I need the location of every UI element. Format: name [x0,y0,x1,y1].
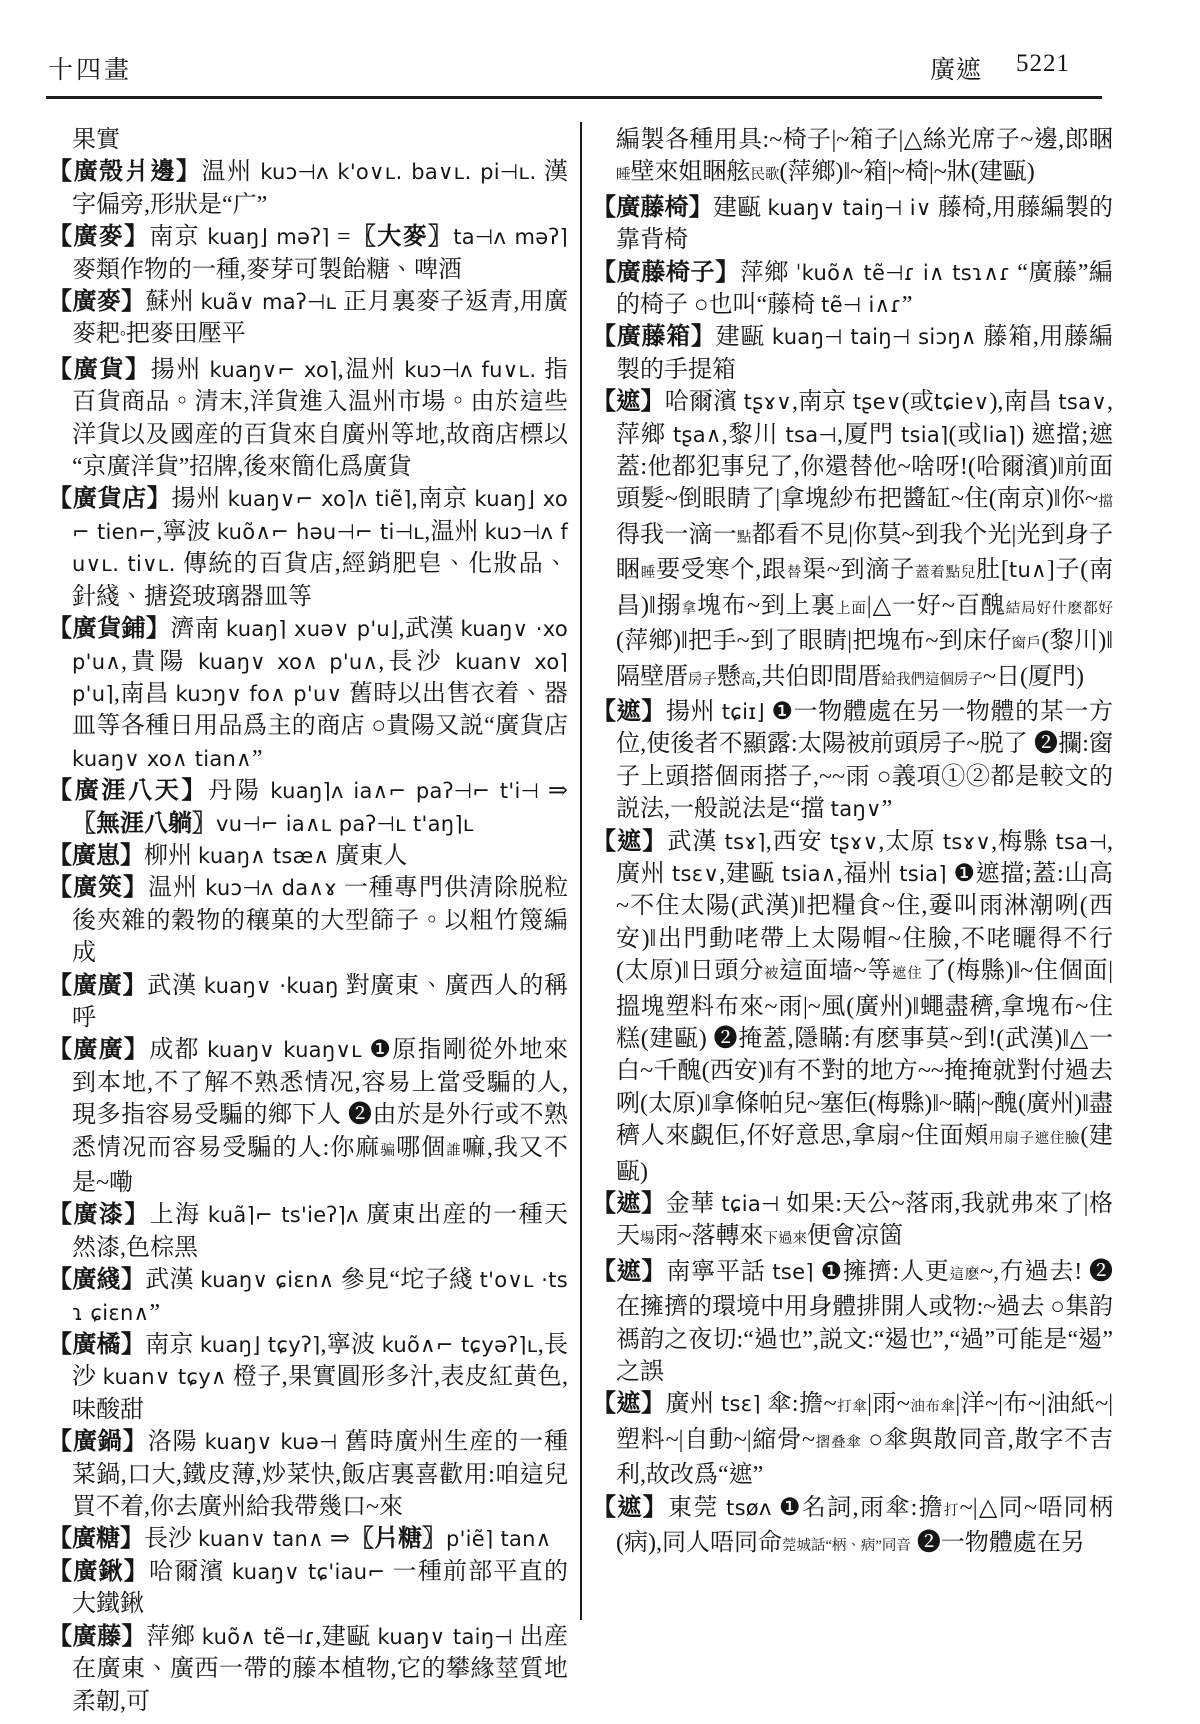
entry-continuation [48,124,568,156]
annotation-small-text: 油布傘 [909,1399,956,1416]
definition-text: ,廣州 [616,828,1114,887]
definition-text: 武漢 [145,1267,201,1294]
phonetic-transcription: kuaŋ⌋ xo⌐ tien⌐ [72,487,569,544]
annotation-small-text: 房子 [688,671,717,688]
phonetic-transcription: kuaŋ⌉ʌ ia∧⌐ paʔ⊣⌐ t'i⊣ [270,779,540,804]
dict-entry [48,1621,568,1718]
definition-text: 揚州 [665,698,722,725]
phonetic-transcription: tsa⊣ [1055,829,1108,854]
phonetic-transcription: kuaŋ∨ xo∧ tian∧ [72,746,252,771]
definition-text: ❶原指剛從外地來到本地,不了解不熟悉情况,容易上當受騙的人,現多指容易受騙的鄉下人 ❷由於是外行或不熟悉情况而容易受騙的人:你麻 [72,1037,568,1161]
phonetic-transcription: tse⌉ [772,1259,814,1284]
definition-text: (建甌) [616,1123,1114,1185]
phonetic-transcription: tʂa∧ [672,422,722,447]
phonetic-transcription: t'o∨ʟ ·tsɿ ɕiɛn∧ [72,1268,569,1325]
headword: 【遮】 [592,389,665,416]
annotation-small-text: 窗户 [1011,636,1042,653]
phonetic-transcription: kuɔ⊣ʌ k'o∨ʟ. ba∨ʟ. pi⊣ʟ. [260,160,537,185]
headword: 【遮】 [592,698,666,725]
phonetic-transcription: tɕiɪ⌋ [721,699,765,724]
phonetic-transcription: kuaŋ∨ ɕiɛn∧ [200,1268,335,1293]
headword: 【廣藤】 [48,1623,147,1650]
dict-entry [592,257,1113,322]
headword: 【遮】 [592,1258,667,1285]
definition-text: 南寧平話 [666,1258,773,1285]
definition-text: 雨~落轉來 [654,1223,764,1250]
phonetic-transcription: kuaŋ∨ ·xo p'u∧ [72,617,569,674]
dict-entry [48,1264,568,1329]
phonetic-transcription: ˈkuõ∧ tẽ⊣ɾ i∧ tsɿ∧ɾ [795,260,1011,285]
annotation-small-text: 擋 [1098,494,1114,511]
definition-text: 萍鄉 [739,259,796,286]
dict-entry [592,1188,1113,1256]
phonetic-transcription: lia⌉ [982,422,1017,447]
phonetic-transcription: kuɔ⊣ʌ fu∨ʟ. ti∨ʟ. [72,519,569,577]
phonetic-transcription: tʂɤ∨ [743,390,792,415]
definition-text: ~日(厦門) [983,663,1084,690]
phonetic-transcription: kuɔ⊣ʌ da∧ɤ [205,876,337,901]
phonetic-transcription: kuɔ⊣ʌ fu∨ʟ. [404,357,537,382]
definition-text: ,寧波 [156,518,217,545]
definition-text: ,温州 [337,356,405,383]
definition-text: 一種前部平直的大鐵鍬 [72,1558,568,1618]
phonetic-transcription: tɕia⊣ [721,1192,780,1216]
phonetic-transcription: kuan∨ tɕy∧ [102,1365,227,1390]
definition-text: 漢字偏旁,形狀是“广” [72,159,569,218]
column-divider-rule [580,122,582,1620]
definition-text: 建甌 [715,324,772,351]
dict-entry [48,221,568,286]
definition-text: (萍鄉)‖把手~到了眼睛|把塊布~到床仔 [616,628,1012,655]
annotation-small-text: 莞城話“柄、病”同音 [781,1538,911,1555]
dict-entry [48,1523,568,1555]
definition-text: 正月裏麥子返青,用廣麥耙 [72,289,569,348]
definition-text: 麥類作物的一種,麥芽可製飴糖、啤酒 [72,256,462,283]
phonetic-transcription: tẽ⊣ i∧ɾ [821,293,902,318]
phonetic-transcription: tu∧ [1008,558,1047,583]
dict-entry [592,386,1113,696]
phonetic-transcription: kuan∨ xo⌉ p'u⌉ [72,649,569,706]
definition-text: 揚州 [171,486,228,513]
right-column [592,124,1113,1562]
definition-text: ,南昌 [113,680,176,707]
definition-text: ” [901,292,913,319]
annotation-small-text: 替 [786,565,803,582]
dict-entry [592,826,1113,1188]
definition-text: 如果:天公~落雨,我就弗來了|格天 [616,1191,1113,1250]
dict-entry [48,840,568,872]
header-section-label: 十四畫 [48,57,133,84]
dict-entry [592,696,1113,826]
definition-text: ,梅縣 [991,828,1056,855]
headword: 【廣貨店】 [48,486,172,513]
definition-text: (萍鄉)‖~箱|~椅|~牀(建甌) [779,159,1035,186]
definition-text: (黎川)‖隔壁厝 [616,628,1114,690]
headword: 【廣廣】 [48,1037,150,1064]
phonetic-transcription: kuaŋ∧ tsæ∧ [198,843,330,868]
definition-text: ),南昌 [989,389,1059,416]
header-right-group [930,50,1070,86]
phonetic-transcription: kuõ∧⌐ həu⊣⌐ ti⊣ʟ [216,519,425,544]
headword: 【遮】 [592,828,668,855]
headword: 〖大麥〗 [350,224,454,251]
left-column [48,124,568,1718]
annotation-small-text: 給我們這個房子 [881,671,983,688]
definition-text: ,共伯即間厝 [755,663,882,690]
phonetic-transcription: kuã⌉⌐ ts'ieʔ⌉ʌ [207,1203,359,1228]
definition-text: 哈爾濱 [664,389,744,416]
definition-text: ,西安 [765,828,831,855]
definition-text: |△一好~百醜 [866,592,1006,619]
phonetic-transcription: tsɛ∨ [672,861,720,886]
headword: 【廣殼爿邊】 [48,159,202,186]
definition-text: 武漢 [667,828,725,855]
definition-text: 壁來姐睏舷 [630,159,751,186]
dict-entry [592,1492,1113,1563]
dict-entry [48,872,568,969]
phonetic-transcription: kuaŋ∨ kuaŋ∨ʟ [207,1038,363,1063]
definition-text: 藤椅,用藤編製的靠背椅 [616,194,1114,254]
definition-text: 一種專門供清除脱粒後夾雜的穀物的穰菓的大型篩子。以粗竹篾編成 [72,875,569,967]
phonetic-transcription: kuaŋ∨ xo∧ p'u∧ [197,649,379,674]
annotation-small-text: 睡 [640,565,657,582]
dict-entry [48,1199,568,1264]
annotation-small-text: 打傘 [836,1399,868,1416]
definition-text: 南京 [145,1332,200,1359]
definition-text: |洋~|布~|油紙~|塑料~|自動~|縮骨~ [616,1391,1114,1453]
annotation-small-text: 上面 [835,600,867,617]
header-entry-range: 廣遮 [929,57,982,84]
headword: 【廣崽】 [48,842,144,869]
phonetic-transcription: kuaŋ∨⌐ xo⌉ [209,357,338,382]
definition-text: 長沙 [144,1526,198,1553]
definition-text: ,太原 [878,828,943,855]
definition-text: 蘇州 [145,289,201,316]
definition-text: 舊時以出售衣着、器皿等各種日用品爲主的商店 ○貴陽又説“廣貨店 [72,680,568,740]
page-header [48,50,1100,86]
definition-text: 懸 [717,663,741,690]
definition-text: ) 遮擋;遮蓋:他都犯事兒了,你還替他~啥呀!(哈爾濱)‖前面頭髮~倒眼睛了|拿塊紗布把醬缸~住(南京)‖你~ [616,421,1113,513]
dict-entry [592,321,1113,386]
phonetic-transcription: kuan∨ tan∧ [198,1527,324,1552]
definition-text: 要受寒个,跟 [656,557,787,584]
definition-text: ,萍鄉 [616,389,1114,448]
definition-text: |雨~ [867,1391,910,1418]
headword: 【廣廣】 [48,972,148,999]
annotation-small-text: 睡 [616,167,631,184]
definition-text: 南京 [149,224,208,251]
header-page-number: 5221 [1016,50,1070,77]
annotation-small-text: 結局好什麽都好 [1005,600,1114,617]
header-rule [46,96,1102,99]
dict-entry [48,483,568,613]
headword: 〖無涯八躺〗 [72,810,216,837]
definition-text: 金華 [665,1191,722,1217]
phonetic-transcription: kuaŋ∨⌐ xo⌉ʌ tiẽ⌉ [227,487,412,512]
definition-text: ~|△同~唔同柄(病),同人唔同命 [616,1494,1114,1557]
phonetic-transcription: tɕie∨ [934,390,990,415]
definition-text: 塊布~到上裏 [697,592,836,619]
dict-entry [592,192,1113,257]
definition-text: 濟南 [170,616,226,643]
definition-text: 温州 [201,159,261,186]
annotation-small-text: 打 [943,1502,960,1519]
phonetic-transcription: kuaŋ⌉ xuə∨ p'u⌋ [225,617,399,642]
definition-text: 哈爾濱 [148,1558,232,1585]
dict-entry [48,1329,568,1426]
headword: 【廣鍋】 [48,1429,148,1456]
dict-entry [48,970,568,1035]
definition-text: 對廣東、廣西人的稱呼 [72,972,569,1031]
definition-text: ,厦門 [837,421,901,448]
definition-text: 廣東人 [329,842,408,869]
definition-text: 丹陽 [208,778,271,805]
definition-text: 橙子,果實圓形多汁,表皮紅黄色,味酸甜 [72,1364,568,1423]
phonetic-transcription: tsøʌ [726,1495,772,1520]
definition-text: 舊時廣州生産的一種菜鍋,口大,鐵皮薄,炒菜快,飯店裏喜歡用:咱這兒買不着,你去廣州給我帶幾口~來 [72,1429,569,1521]
definition-text: ” [881,796,893,823]
definition-text: 柳州 [144,842,198,869]
phonetic-transcription: kuaŋ⌋ tɕyʔ⌉ [199,1333,321,1358]
annotation-small-text: ° [120,329,126,346]
dict-entry [48,1556,568,1621]
annotation-small-text: 點 [736,529,752,546]
phonetic-transcription: tsɤ∨ [942,829,992,854]
headword: 【廣綫】 [48,1267,146,1294]
definition-text: 廣州 [665,1391,721,1418]
definition-text: 藤箱,用藤編製的手提箱 [616,324,1114,383]
definition-text: ❶遮擋;蓋:山高~不住太陽(武漢)‖把糧食~住,嫑叫雨淋潮咧(西安)‖出門動咾帶上太陽帽~住臉,不咾曬得不行(太原)‖日頭分 [616,860,1114,985]
annotation-small-text: 用扇子遮住臉 [989,1131,1081,1148]
definition-text: (或 [948,421,983,448]
annotation-small-text: 下過來 [763,1231,807,1248]
definition-text: 果實 [72,127,120,153]
phonetic-transcription: kuaŋ∨ tɕ'iau⌐ [231,1559,386,1584]
phonetic-transcription: tsia⌉ [900,422,949,447]
definition-text: 揚州 [150,356,210,383]
dict-entry [48,613,568,775]
phonetic-transcription: ta⊣ʌ məʔ⌉ [453,225,569,250]
headword: 【廣漆】 [48,1202,150,1229]
definition-text: 參見“坨子綫 [334,1267,480,1294]
definition-text: 傘:擔~ [760,1391,837,1418]
dict-entry [48,286,568,354]
definition-text: 東莞 [668,1494,727,1521]
definition-text: 渠~到滴子 [802,557,915,584]
definition-text: 廣東出産的一種天然漆,色棕黑 [72,1202,569,1261]
definition-text: 萍鄉 [146,1623,202,1650]
dict-entry [592,1256,1113,1389]
annotation-small-text: 摺叠傘 [814,1434,862,1451]
phonetic-transcription: kuɔŋ∨ fo∧ p'u∨ [175,681,343,706]
definition-text: ,武漢 [398,616,461,643]
definition-text: ,黎川 [721,421,786,448]
phonetic-transcription: tsa⊣ [785,422,838,447]
headword: 【廣藤箱】 [592,324,716,351]
phonetic-transcription: kuaŋ∨ taiŋ⊣ i∨ [767,195,932,220]
definition-text: 得我一滴一 [616,521,737,548]
annotation-small-text: 誰 [446,1142,462,1159]
dict-entry [48,1034,568,1199]
definition-text: ,長沙 [72,1332,569,1391]
definition-text: ,南京 [791,389,853,416]
headword: 【廣筴】 [48,875,149,902]
dict-entry [48,1426,568,1523]
headword: 【廣貨鋪】 [48,616,171,643]
phonetic-transcription: kuõ∧ tẽ⊣ɾ [201,1624,316,1649]
annotation-small-text: 拿 [681,600,698,617]
definition-text: 成都 [149,1037,208,1064]
definition-text: ❶名詞,雨傘:擔 [771,1494,944,1521]
entry-continuation [592,124,1113,192]
headword: 【廣橘】 [48,1332,146,1359]
annotation-small-text: 骗 [380,1142,397,1159]
definition-text: 了(梅縣)‖~住個面|搵塊塑料布來~雨|~風(廣州)‖蠅盡穧,拿塊布~住糕(建甌) ❷掩蓋,隱瞞:有麽事莫~到!(武漢)‖△一白~千醜(西安)‖有不對的地方~~掩掩就對付過去咧(太原)‖拿條帕兒~塞佢(梅縣)‖~瞞|~醜(廣州)‖盡穧人來覷佢,伓好意思,拿扇~住面頰 [616,958,1114,1150]
annotation-small-text: 被 [763,966,780,983]
headword: 〖片糖〗 [349,1526,446,1553]
phonetic-transcription: kuaŋ⊣ taiŋ⊣ siɔŋ∧ [771,325,977,350]
phonetic-transcription: tsia⌉ [899,861,947,886]
definition-text: 洛陽 [147,1429,205,1456]
definition-text: ,温州 [424,518,485,545]
phonetic-transcription: vu⊣⌐ ia∧ʟ paʔ⊣ʟ t'aŋ⌉ʟ [216,811,474,836]
definition-text: 肚[ [976,557,1009,584]
definition-text: 都看不見|你莫~到我个光|光到身子睏 [616,521,1114,584]
definition-text: ⇒ [539,778,569,805]
annotation-small-text: 高 [741,671,756,688]
headword: 【遮】 [592,1494,669,1521]
phonetic-transcription: tʂɤ∨ [830,829,879,854]
dict-entry [48,775,568,840]
definition-text: ]子(南昌)‖搦 [616,557,1114,619]
definition-text: (或 [901,389,935,416]
phonetic-transcription: kuaŋ⌋ məʔ⌉ [207,225,330,250]
definition-text: ,長沙 [378,648,456,675]
definition-text: ,南京 [411,486,475,513]
phonetic-transcription: kuaŋ∨ kuə⊣ [204,1430,338,1455]
definition-text: 温州 [148,875,206,902]
phonetic-transcription: tsɛ⌉ [721,1392,761,1417]
definition-text: ,貴陽 [120,648,198,675]
dict-entry [48,354,568,484]
definition-text: “廣藤”編的椅子 ○也叫“藤椅 [616,259,1113,319]
definition-text: 傳統的百貨店,經銷肥皂、化妝品、針綫、搪瓷玻璃器皿等 [72,551,568,610]
headword: 【廣糖】 [48,1526,144,1553]
definition-text: ❶一物體處在另一物體的某一方位,使後者不顯露:太陽被前頭房子~脱了 ❷攔:窗子上頭搭個雨搭子,~~雨 ○義項①②都是較文的説法,一般説法是“擋 [616,698,1114,823]
annotation-small-text: 場 [640,1231,655,1248]
headword: 【廣涯八天】 [48,778,209,805]
definition-text: 便會凉箇 [806,1223,903,1250]
definition-text: 把麥田壓平 [125,321,246,348]
dict-entry [592,1388,1113,1491]
definition-text: 指百貨商品。清末,洋貨進入温州市場。由於這些洋貨以及國産的百貨來自廣州等地,故商店標以“京廣洋貨”招牌,後來簡化爲廣貨 [72,356,569,481]
headword: 【廣鍬】 [48,1558,149,1585]
phonetic-transcription: kuã∨ maʔ⊣ʟ [200,290,337,315]
headword: 【廣麥】 [48,289,146,316]
phonetic-transcription: p'iẽ⌉ tan∧ [445,1527,552,1552]
definition-text: 出産在廣東、廣西一帶的藤本植物,它的攀緣莖質地柔韌,可 [72,1623,569,1715]
definition-text: = [329,224,351,251]
annotation-small-text: 蓋着點兒 [915,565,977,582]
annotation-small-text: 遮住 [892,966,923,983]
definition-text: 編製各種用具:~椅子|~箱子|△絲光席子~邊,郎睏 [616,127,1113,153]
annotation-small-text: 民歌 [750,167,780,184]
definition-text: ,建甌 [719,860,782,887]
phonetic-transcription: kuõ∧⌐ tɕyəʔ⌉ʟ [381,1333,538,1358]
definition-text: ,福州 [836,860,900,887]
phonetic-transcription: tsia∧ [781,861,837,886]
definition-text: ” [149,1299,160,1326]
definition-text: ❷一物體處在另 [910,1530,1085,1557]
definition-text: ,寧波 [320,1332,382,1359]
headword: 【廣藤椅子】 [592,259,740,286]
definition-text: ,建甌 [315,1623,378,1650]
phonetic-transcription: tsa∨ [1058,390,1108,415]
definition-text: 哪個 [396,1134,447,1161]
dict-entry [48,156,568,221]
definition-text: 上海 [149,1202,208,1229]
headword: 【廣藤椅】 [592,194,713,221]
phonetic-transcription: kuaŋ∨ taiŋ⊣ [377,1624,513,1649]
annotation-small-text: 這麽 [949,1266,981,1283]
definition-text: 這面墙~等 [779,958,892,985]
headword: 【遮】 [592,1191,666,1217]
headword: 【廣貨】 [48,356,151,383]
phonetic-transcription: tsɤ⌉ [724,829,766,854]
headword: 【遮】 [592,1391,666,1418]
definition-text: 武漢 [147,972,204,999]
phonetic-transcription: kuaŋ∨ ·kuaŋ [203,973,339,998]
headword: 【廣麥】 [48,224,150,251]
definition-text: 嘛,我又不是~嘞 [72,1134,569,1196]
definition-text: ○傘與散同音,散字不吉利,故改爲“遮” [616,1426,1114,1489]
phonetic-transcription: taŋ∨ [830,797,882,822]
phonetic-transcription: tʂe∨ [852,390,902,415]
definition-text: ❶擁擠:人更 [813,1258,950,1285]
definition-text: 建甌 [712,194,768,221]
definition-text: ~,冇過去! ❷在擁擠的環境中用身體排開人或物:~過去 ○集韵禡韵之夜切:“過也”,説文:“遏也”,“過”可能是“遏”之誤 [616,1258,1114,1386]
definition-text: ” [251,745,263,772]
definition-text: ⇒ [323,1526,350,1553]
